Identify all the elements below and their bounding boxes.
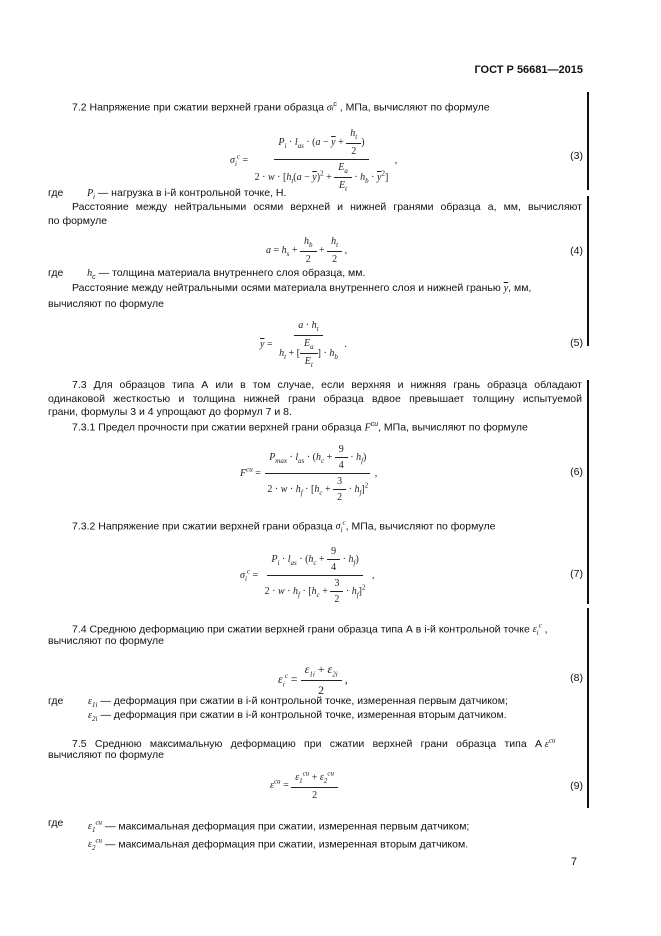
revision-bar: [587, 92, 589, 190]
paragraph-7-3: 7.3 Для образцов типа А или в том случае, если верхняя и нижняя грань образца обладают: [72, 379, 582, 391]
where-item-1: $\varepsilon_1^{cu}$ — максимальная деформация при сжатии, измеренная первым датчиком;: [88, 819, 470, 835]
equation-number: (5): [570, 337, 583, 349]
formula-9: $\varepsilon^{cu}$ = $\frac{\varepsilon_1^{cu} + \varepsilon_2^{cu}}{2}$: [270, 770, 338, 801]
paragraph-7-5: 7.5 Среднюю максимальную деформацию при сжатии верхней грани образца типа А $\varepsilon^{cu}$: [72, 737, 556, 751]
page-number: 7: [570, 856, 577, 868]
formula-6: $F^{cu}$ = $P_{max} \cdot l_{as} \cdot (h_c$ + $\frac{9}{4}$ · $h_f$) $2 \cdot w \cdot h_f \cdot [h_c$ + $\frac{3}{2}$ · $h_f]^2$ ,: [240, 444, 378, 503]
revision-bar: [587, 608, 589, 808]
equation-number: (7): [570, 568, 583, 580]
paragraph-7-4-cont: вычисляют по формуле: [48, 635, 164, 647]
equation-number: (9): [570, 780, 583, 792]
equation-number: (6): [570, 466, 583, 478]
where-clause: где $h_c$ — толщина материала внутреннего слоя образца, мм.: [48, 267, 366, 282]
paragraph-7-3-line2: одинаковой жесткостью и толщина нижней грани образца вдвое превышает толщину испытуемой: [48, 393, 582, 405]
paragraph-7-5-cont: вычисляют по формуле: [48, 749, 164, 761]
revision-bar: [587, 380, 589, 604]
where-item-2: $\varepsilon_{2i}$ — деформация при сжатии в i-й контрольной точке, измеренная вторым датчиком.: [88, 709, 507, 723]
formula-4: $a = h_s$ + $\frac{h_b}{2}$ + $\frac{h_t}{2}$ ,: [266, 236, 348, 265]
formula-5: $\overline{y}$ = $a \cdot h_t$ $h_t$ + [ $\frac{E_a}{E_t}$ ] · $h_b$ .: [260, 320, 347, 369]
paragraph-7-4: 7.4 Среднюю деформацию при сжатии верхней грани образца типа А в i-й контрольной точке $\varepsilon_i^c$ ,: [72, 622, 548, 638]
paragraph-distance-y-cont: вычисляют по формуле: [48, 298, 164, 310]
where-item-1: $\varepsilon_{1i}$ — деформация при сжатии в i-й контрольной точке, измеренная первым датчиком;: [88, 695, 508, 709]
equation-number: (3): [570, 150, 583, 162]
formula-7: $\sigma_i^c$ = $P_i \cdot l_{as} \cdot (h_c$ + $\frac{9}{4}$ · $h_f$) $2 \cdot w \cdot h_f \cdot [h_c$ + $\frac{3}{2}$ · $h_f]^2$ ,: [240, 546, 375, 605]
equation-number: (8): [570, 672, 583, 684]
paragraph-distance-a: Расстояние между нейтральными осями верхней и нижней гранями образца a, мм, вычисляют: [72, 201, 582, 213]
where-clause: где: [48, 817, 64, 829]
paragraph-7-3-2: 7.3.2 Напряжение при сжатии верхней грани образца $\sigma_i^c$, МПа, вычисляют по формуле: [72, 519, 496, 535]
where-item-2: $\varepsilon_2^{cu}$ — максимальная деформация при сжатии, измеренная вторым датчиком.: [88, 837, 469, 853]
paragraph-7-3-line3: грани, формулы 3 и 4 упрощают до формул 7 и 8.: [48, 406, 292, 418]
equation-number: (4): [570, 245, 583, 257]
paragraph-7-2: 7.2 Напряжение при сжатии верхней грани образца $\sigma i^c$ , МПа, вычисляют по формуле: [72, 101, 490, 114]
document-header: ГОСТ Р 56681—2015: [474, 64, 583, 76]
paragraph-7-3-1: 7.3.1 Предел прочности при сжатии верхней грани образца $F^{cu}$, МПа, вычисляют по формуле: [72, 421, 528, 434]
paragraph-distance-a-cont: по формуле: [48, 215, 108, 227]
formula-8: $\varepsilon_i^c$ = $\frac{\varepsilon_{1i} + \varepsilon_{2i}}{2}$ ,: [278, 662, 348, 698]
revision-bar: [587, 196, 589, 346]
where-clause: где $P_i$ — нагрузка в i-й контрольной точке, Н.: [48, 187, 287, 202]
where-clause: где: [48, 695, 64, 707]
paragraph-distance-y: Расстояние между нейтральными осями материала внутреннего слоя и нижней гранью $\overline{y}$, мм,: [72, 282, 532, 294]
formula-3: $\sigma_i^c$ = $P_i \cdot l_{as} \cdot (a - \overline{y}$ + $\frac{h_t}{2}$ ) $2 \cdot w \cdot [h_t(a - \overline{y})^2$ + $\frac{E_a}{E_t}$ · $h_b \cdot \overline{y}^2$] ,: [230, 128, 398, 193]
